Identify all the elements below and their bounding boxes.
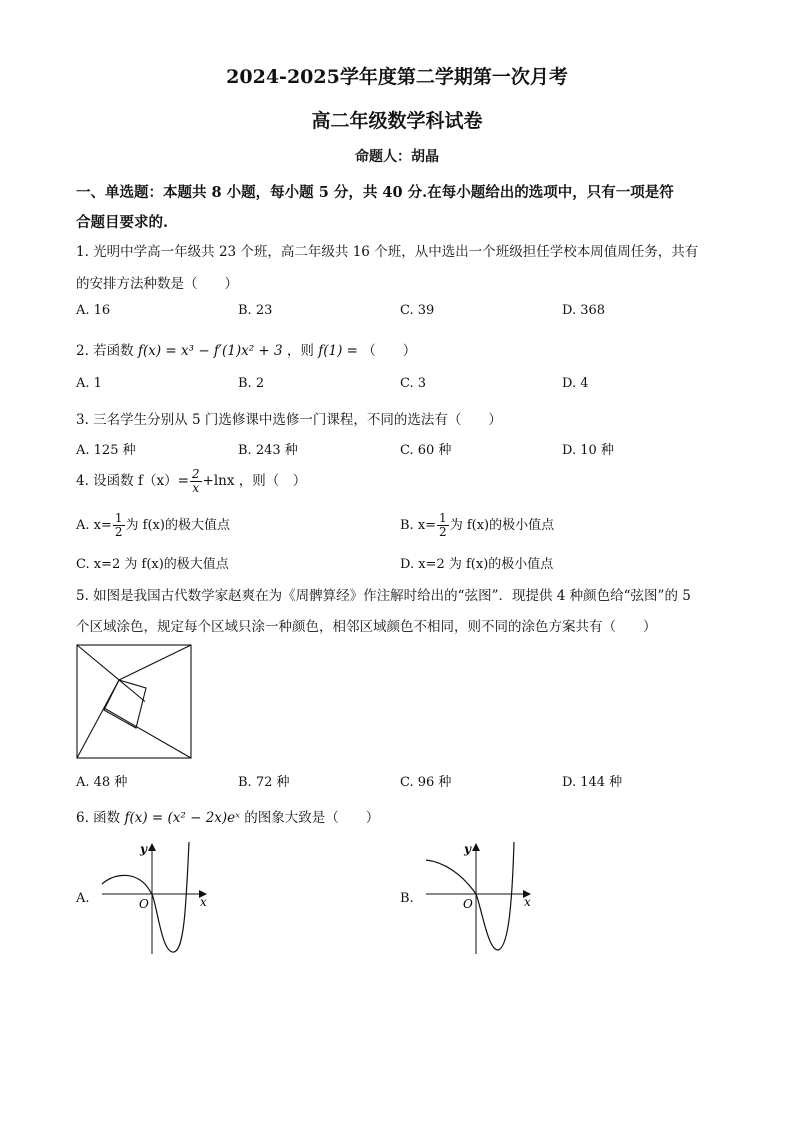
q4-fraction [190, 468, 202, 495]
q4-suffix: +lnx ，则（ ） [202, 473, 307, 489]
q5-option-b[interactable]: B. 72 种 [238, 775, 290, 790]
q4-prefix: 4. 设函数 f（x）= [76, 473, 189, 489]
q2-option-a[interactable]: A. 1 [76, 376, 102, 391]
q1-option-a[interactable]: A. 16 [76, 303, 111, 318]
q1-option-b[interactable]: B. 23 [238, 303, 273, 318]
q4-option-b-fraction [437, 512, 449, 539]
q6-graph-b-origin-label: O [463, 897, 473, 911]
q4-frac-numerator: 2 [191, 467, 200, 481]
q5-option-d[interactable]: D. 144 种 [562, 775, 623, 790]
q2-prefix: 2. 若函数 [76, 343, 134, 359]
q1-option-d[interactable]: D. 368 [562, 303, 606, 318]
q3-option-c[interactable]: C. 60 种 [400, 443, 452, 458]
xian-tu-line-4 [104, 708, 191, 758]
q6-suffix: 的图象大致是（ ） [244, 810, 380, 826]
q2-formula: f(x) = x³ − f′(1)x² + 3 [137, 343, 283, 359]
q2-option-c[interactable]: C. 3 [400, 376, 427, 391]
section-heading [76, 178, 716, 238]
q6-graph-a-y-label: y [140, 842, 147, 856]
q3-stem: 3. 三名学生分别从 5 门选修课中选修一门课程，不同的选法有（ ） [76, 412, 502, 428]
section-heading-line2: 合题目要求的. [76, 214, 169, 231]
q4-option-b-denominator: 2 [439, 525, 447, 539]
q4-frac-denominator: x [192, 481, 200, 495]
exam-title: 2024-2025学年度第二学期第一次月考 [226, 66, 568, 88]
q3-option-b[interactable]: B. 243 种 [238, 443, 298, 458]
q5-stem-line1: 5. 如图是我国古代数学家赵爽在为《周髀算经》作注解时给出的“弦图”．现提供 4 种颜色给“弦图”的 5 [76, 588, 691, 604]
xian-tu-line-2 [119, 645, 191, 680]
q4-option-a-fraction [113, 512, 125, 539]
q6-graph-a-origin-label: O [139, 897, 149, 911]
q4-option-a-post: 为 f(x)的极大值点 [125, 518, 230, 533]
q5-option-c[interactable]: C. 96 种 [400, 775, 452, 790]
q6-graph-b-label[interactable]: B. [400, 891, 414, 906]
q1-option-c[interactable]: C. 39 [400, 303, 435, 318]
q4-option-a-denominator: 2 [114, 525, 123, 539]
q4-option-b-post: 为 f(x)的极小值点 [449, 518, 555, 533]
q4-stem [76, 468, 306, 495]
xian-tu-line-1 [77, 645, 145, 702]
q4-option-c[interactable]: C. x=2 为 f(x)的极大值点 [76, 557, 229, 572]
q6-graph-b[interactable] [418, 838, 540, 956]
q4-option-a-pre: A. x= [76, 518, 112, 533]
q5-option-a[interactable]: A. 48 种 [76, 775, 128, 790]
q4-option-d[interactable]: D. x=2 为 f(x)的极小值点 [400, 557, 554, 572]
q2-option-b[interactable]: B. 2 [238, 376, 265, 391]
xian-tu-inner-square [104, 680, 146, 728]
q4-option-b-pre: B. x= [400, 518, 437, 533]
q2-suffix: （ ） [362, 343, 417, 359]
q6-graph-a[interactable] [94, 838, 216, 956]
q6-graph-b-x-label: x [524, 895, 531, 909]
exam-author: 命题人：胡晶 [355, 149, 439, 165]
q4-option-b-numerator: 1 [439, 511, 447, 525]
q6-formula: f(x) = (x² − 2x)eˣ [124, 810, 240, 826]
q6-graph-b-y-label: y [464, 842, 471, 856]
q3-option-d[interactable]: D. 10 种 [562, 443, 614, 458]
q1-stem-line1: 1. 光明中学高一年级共 23 个班，高二年级共 16 个班，从中选出一个班级担任学校本周值周任务，共有 [76, 244, 699, 260]
q4-option-a-numerator: 1 [114, 511, 123, 525]
q6-graph-a-label[interactable]: A. [76, 891, 90, 906]
q6-graph-b-curve [426, 842, 514, 950]
q2-option-d[interactable]: D. 4 [562, 376, 589, 391]
q4-option-b[interactable] [400, 512, 554, 539]
xian-tu-figure [76, 644, 193, 760]
q6-prefix: 6. 函数 [76, 810, 121, 826]
section-heading-line1: 一、单选题：本题共 8 小题，每小题 5 分，共 40 分.在每小题给出的选项中，只有一项是符 [76, 184, 674, 201]
xian-tu-outer-square [77, 645, 191, 758]
q1-stem-line2: 的安排方法种数是（ ） [76, 276, 238, 292]
q2-mid: ，则 [286, 343, 314, 359]
q6-stem [76, 806, 379, 826]
q2-formula2: f(1) = [318, 343, 358, 359]
q5-stem-line2: 个区域涂色，规定每个区域只涂一种颜色，相邻区域颜色不相同，则不同的涂色方案共有（ ） [76, 619, 657, 635]
exam-subtitle: 高二年级数学科试卷 [311, 110, 483, 132]
q4-option-a[interactable] [76, 512, 230, 539]
q3-option-a[interactable]: A. 125 种 [76, 443, 136, 458]
q2-stem [76, 339, 416, 359]
q6-graph-a-x-label: x [200, 895, 207, 909]
